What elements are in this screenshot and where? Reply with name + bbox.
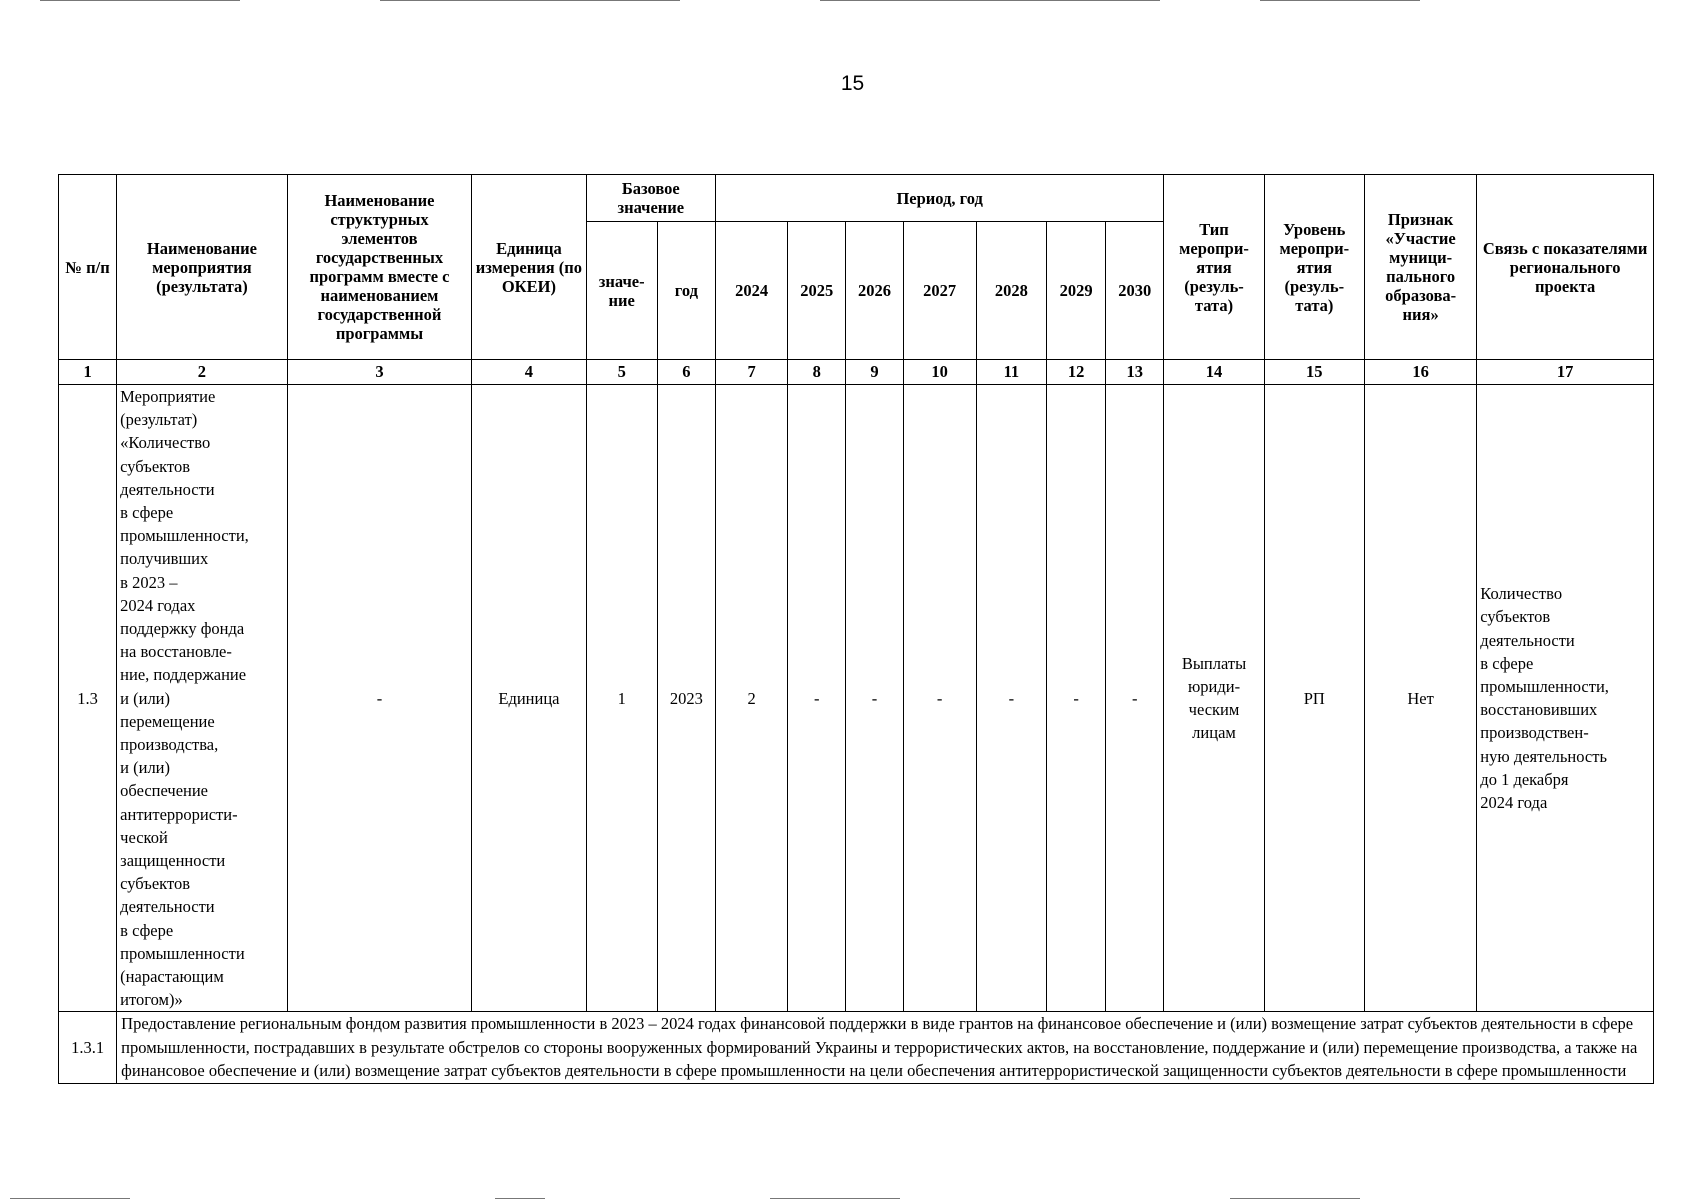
measure-type-line: юриди- [1187,677,1241,697]
measure-name-line: получивших [120,549,209,569]
measure-name-line: в сфере [120,503,174,523]
value-2030-cell: - [1106,385,1164,1012]
measure-name-line: антитеррористи- [120,804,238,824]
measure-name-line: поддержку фонда [120,619,245,639]
project-link-line: ную деятельность [1480,746,1607,766]
column-number: 7 [716,360,788,385]
measure-name-line: 2024 годах [120,595,196,615]
column-number: 14 [1164,360,1264,385]
row-number: 1.3 [59,385,117,1012]
page-number: 15 [840,72,865,95]
header-structural-elements: Наименование структурных элементов государственных программ вместе с наименованием государственной программы [287,175,472,360]
value-2029-cell: - [1047,385,1106,1012]
project-link-line: промышленности, [1480,677,1609,697]
measure-name-line: (результат) [120,410,198,430]
column-number: 15 [1264,360,1364,385]
column-number: 1 [59,360,117,385]
column-number: 6 [657,360,715,385]
column-number: 16 [1364,360,1476,385]
measures-table [58,174,1654,1084]
structural-element-cell: - [287,385,472,1012]
header-municipal-flag: Признак «Участие муници-пального образова-ния» [1364,175,1476,360]
header-base-year: год [657,222,715,360]
column-number: 3 [287,360,472,385]
measure-name-line: и (или) [120,758,171,778]
header-base-value: значе-ние [586,222,657,360]
value-2026-cell: - [846,385,903,1012]
row-number: 1.3.1 [59,1012,117,1084]
column-number: 2 [117,360,288,385]
header-measure-level: Уровень меропри-ятия (резуль-тата) [1264,175,1364,360]
column-number: 12 [1047,360,1106,385]
scan-line-bottom [770,1198,900,1199]
value-2027-cell: - [903,385,976,1012]
project-link-line: деятельности [1480,630,1575,650]
base-year-cell: 2023 [657,385,715,1012]
value-2025-cell: - [788,385,846,1012]
measure-name-line: субъектов [120,874,190,894]
project-link-cell [1477,385,1654,1012]
column-number: 5 [586,360,657,385]
measure-name-line: промышленности, [120,526,249,546]
scan-line-bottom [10,1198,130,1199]
header-project-link: Связь с показателями регионального проекта [1477,175,1654,360]
measure-type-line: ческим [1188,700,1240,720]
measure-name-line: производства, [120,735,219,755]
measure-type-line: лицам [1192,723,1236,743]
measure-name-line: «Количество [120,433,211,453]
measure-name-line: (нарастающим [120,967,224,987]
scan-line-top [820,0,1160,1]
measure-name-line: ческой [120,827,168,847]
column-number: 8 [788,360,846,385]
header-measure-name: Наименование мероприятия (результата) [117,175,288,360]
value-2028-cell: - [976,385,1046,1012]
column-number: 9 [846,360,903,385]
table-row [59,1012,1654,1084]
header-year-2028: 2028 [976,222,1046,360]
measure-name-line: защищенности [120,851,226,871]
header-year-2025: 2025 [788,222,846,360]
measure-type-line: Выплаты [1181,653,1247,673]
base-value-cell: 1 [586,385,657,1012]
measure-name-line: Мероприятие [120,387,216,406]
measure-name-line: перемещение [120,711,215,731]
measure-name-line: промышленности [120,943,245,963]
unit-cell: Единица [472,385,586,1012]
table-row [59,385,1654,1012]
project-link-line: 2024 года [1480,793,1548,813]
header-year-2026: 2026 [846,222,903,360]
scan-line-bottom [495,1198,545,1199]
subitem-description: Предоставление региональным фондом развития промышленности в 2023 – 2024 годах финансовой поддержки в виде грантов на финансовое обеспечение и (или) возмещение затрат субъектов деятельности в сфере промышленности, пострадавших в результате обстрелов со стороны вооруженных формирований Украины и террористических актов, на восстановление, поддержание и (или) перемещение производства, а также на финансовое обеспечение и (или) возмещение затрат субъектов деятельности в сфере промышленности на цели обеспечения антитеррористической защищенности субъектов деятельности в сфере промышленности [117,1012,1654,1084]
measure-name-cell [117,385,288,1012]
measure-name-line: обеспечение [120,781,209,801]
measure-name-line: в 2023 – [120,572,178,592]
scan-line-top [380,0,680,1]
header-year-2029: 2029 [1047,222,1106,360]
project-link-line: производствен- [1480,723,1589,743]
measure-type-cell [1164,385,1264,1012]
column-number: 10 [903,360,976,385]
measure-name-line: и (или) [120,688,171,708]
scan-line-top [1260,0,1420,1]
project-link-line: восстановивших [1480,700,1598,720]
measure-name-line: итогом)» [120,990,183,1010]
project-link-line: Количество [1480,584,1563,604]
measure-level-cell: РП [1264,385,1364,1012]
column-number: 11 [976,360,1046,385]
measure-name-line: деятельности [120,897,215,917]
column-number: 13 [1106,360,1164,385]
header-unit: Единица измерения (по ОКЕИ) [472,175,586,360]
measure-name-line: деятельности [120,479,215,499]
scan-line-bottom [1230,1198,1360,1199]
measure-name-line: на восстановле- [120,642,232,662]
header-measure-type: Тип меропри-ятия (резуль-тата) [1164,175,1264,360]
header-base-value-group: Базовое значение [586,175,715,222]
municipal-flag-cell: Нет [1364,385,1476,1012]
project-link-line: субъектов [1480,607,1551,627]
measure-name-line: ние, поддержание [120,665,247,685]
header-number: № п/п [59,175,117,360]
header-year-2030: 2030 [1106,222,1164,360]
header-year-2024: 2024 [716,222,788,360]
column-number: 4 [472,360,586,385]
column-number: 17 [1477,360,1654,385]
scan-line-top [40,0,240,1]
project-link-line: в сфере [1480,653,1534,673]
header-year-2027: 2027 [903,222,976,360]
measure-name-line: субъектов [120,456,190,476]
value-2024-cell: 2 [716,385,788,1012]
project-link-line: до 1 декабря [1480,769,1569,789]
header-period-group: Период, год [716,175,1164,222]
measure-name-line: в сфере [120,920,174,940]
